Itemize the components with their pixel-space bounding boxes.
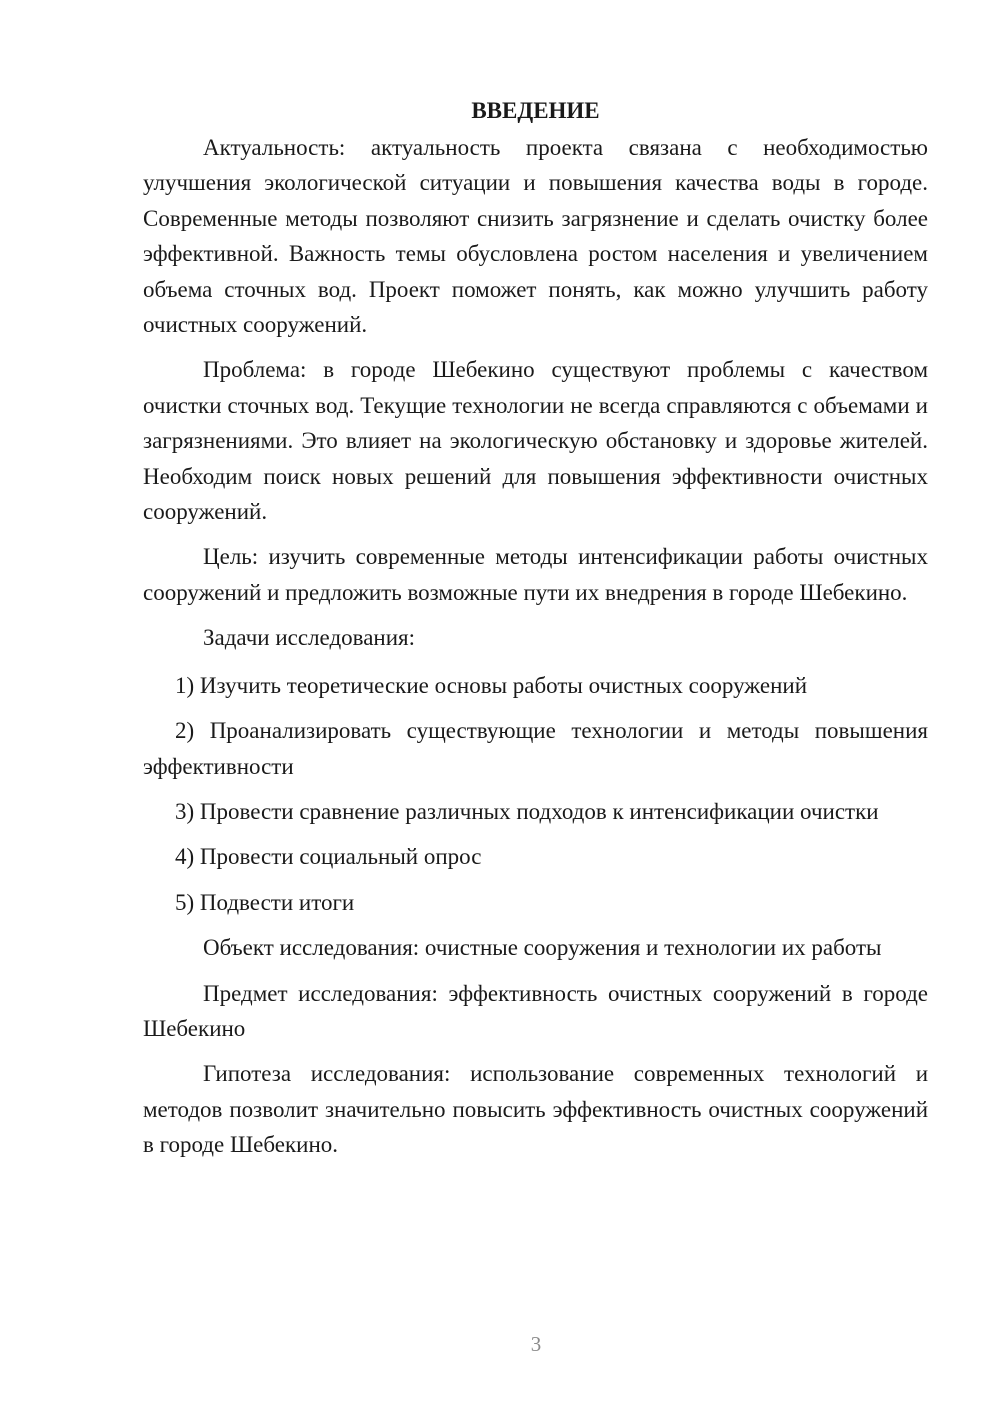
task-item-3: 3) Провести сравнение различных подходов к интенсификации очистки [175, 798, 879, 824]
task-item-2: 2) Проанализировать существующие технологии и методы повышения эффективности [143, 718, 928, 779]
page-content [143, 92, 928, 1163]
problem-paragraph: Проблема: в городе Шебекино существуют проблемы с качеством очистки сточных вод. Текущие технологии не всегда справляются с объемами и загрязнениями. Это влияет на экологическую обстановку и здоровье жителей. Необходим поиск новых решений для повышения эффективности очистных сооружений. [143, 357, 928, 525]
task-item-1: 1) Изучить теоретические основы работы очистных сооружений [175, 672, 808, 698]
goal-paragraph: Цель: изучить современные методы интенсификации работы очистных сооружений и предложить возможные пути их внедрения в городе Шебекино. [143, 544, 928, 605]
object-paragraph: Объект исследования: очистные сооружения и технологии их работы [203, 935, 882, 961]
tasks-heading: Задачи исследования: [203, 625, 416, 651]
section-title: ВВЕДЕНИЕ [471, 98, 600, 123]
relevance-paragraph: Актуальность: актуальность проекта связана с необходимостью улучшения экологической ситуации и повышения качества воды в городе. Современные методы позволяют снизить загрязнение и сделать очистку более эффективной. Важность темы обусловлена ростом населения и увеличением объема сточных вод. Проект поможет понять, как можно улучшить работу очистных сооружений. [143, 135, 928, 338]
subject-paragraph: Предмет исследования: эффективность очистных сооружений в городе Шебекино [143, 980, 928, 1041]
task-item-4: 4) Провести социальный опрос [175, 844, 482, 870]
hypothesis-paragraph: Гипотеза исследования: использование современных технологий и методов позволит значительно повысить эффективность очистных сооружений в городе Шебекино. [143, 1061, 928, 1158]
task-item-5: 5) Подвести итоги [175, 889, 355, 915]
page-number: 3 [530, 1332, 542, 1356]
